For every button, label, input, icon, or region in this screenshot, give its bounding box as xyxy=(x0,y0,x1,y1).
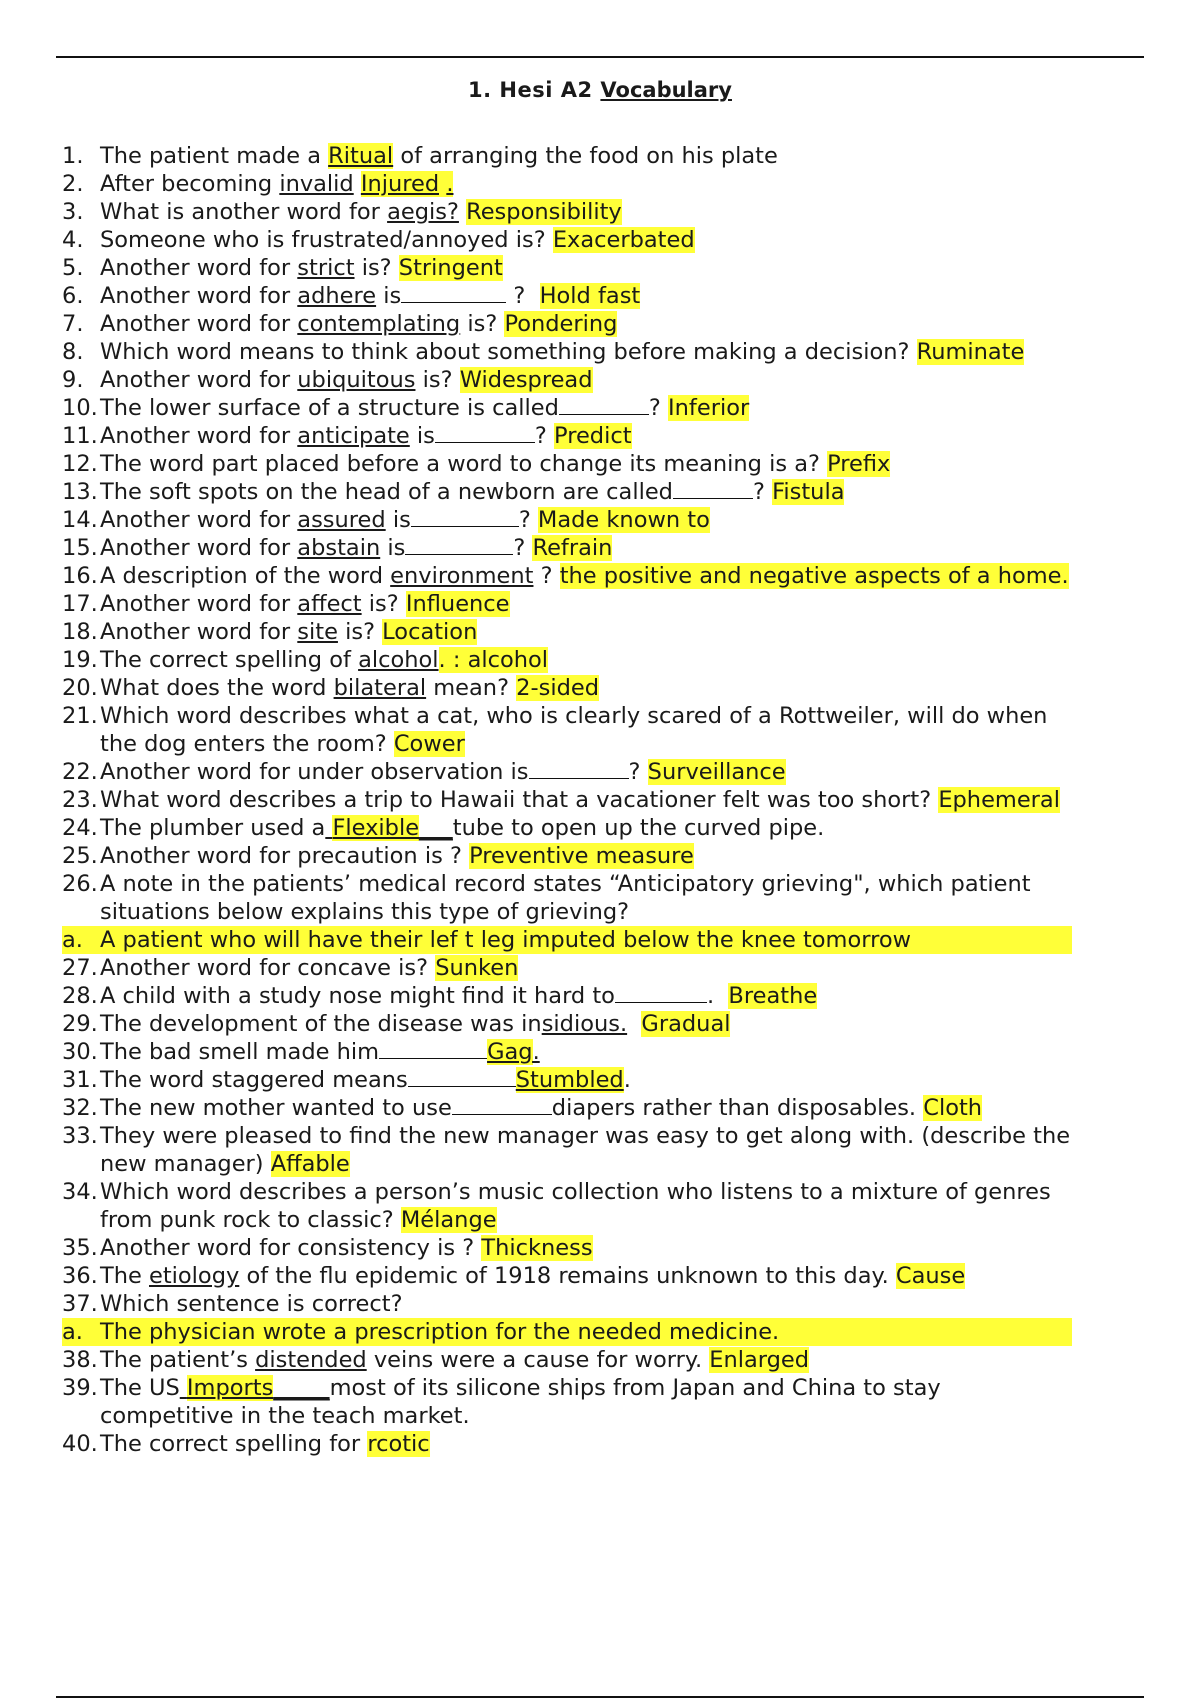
item-number: 26. xyxy=(62,871,98,897)
item-text: The development of the disease was in xyxy=(100,1011,542,1037)
underlined-term: aegis? xyxy=(387,199,459,225)
highlighted-answer: Cause xyxy=(895,1263,966,1289)
list-item xyxy=(62,562,1072,590)
item-text: Another word for precaution is ? xyxy=(100,843,470,869)
highlighted-answer: Gag xyxy=(487,1039,533,1065)
answer-blank xyxy=(615,982,707,1003)
item-text: Which word means to think about something before making a decision? xyxy=(100,339,917,365)
item-number: 20. xyxy=(62,675,98,701)
list-item xyxy=(62,1038,1072,1066)
item-number: 32. xyxy=(62,1095,98,1121)
item-number: 22. xyxy=(62,759,98,785)
underlined-term: adhere xyxy=(297,283,377,309)
item-text: Another word for xyxy=(100,619,298,645)
item-text: Another word for xyxy=(100,591,298,617)
highlighted-answer: Gradual xyxy=(641,1011,731,1037)
item-text: tube to open up the curved pipe. xyxy=(452,815,825,841)
highlighted-answer: Location xyxy=(382,619,478,645)
item-text: Another word for concave is? xyxy=(100,955,436,981)
item-number: 40. xyxy=(62,1431,98,1457)
item-text: is xyxy=(376,283,402,309)
highlighted-answer: Ritual xyxy=(328,143,394,169)
item-text: Another word for xyxy=(100,507,298,533)
item-text: The word part placed before a word to change its meaning is a? xyxy=(100,451,828,477)
highlighted-answer: Surveillance xyxy=(647,759,786,785)
item-number: 8. xyxy=(62,339,84,365)
top-rule xyxy=(56,56,1144,58)
highlighted-answer: Ephemeral xyxy=(938,787,1060,813)
list-item xyxy=(62,758,1072,786)
answer-blank xyxy=(401,282,506,303)
highlighted-answer: Responsibility xyxy=(466,199,622,225)
list-item xyxy=(62,1346,1072,1374)
list-item xyxy=(62,954,1072,982)
item-number: 21. xyxy=(62,703,98,729)
list-item xyxy=(62,450,1072,478)
list-item xyxy=(62,1178,1072,1234)
item-text: After becoming xyxy=(100,171,280,197)
list-item xyxy=(62,366,1072,394)
item-number: 17. xyxy=(62,591,98,617)
item-text: ? xyxy=(628,759,648,785)
item-number: 29. xyxy=(62,1011,98,1037)
item-text: mean? xyxy=(426,675,517,701)
item-text: Another word for xyxy=(100,367,298,393)
item-number: 7. xyxy=(62,311,84,337)
list-item xyxy=(62,282,1072,310)
item-number: 11. xyxy=(62,423,98,449)
highlighted-answer: Hold fast xyxy=(539,283,641,309)
highlighted-answer: Cower xyxy=(393,731,465,757)
item-text: of the flu epidemic of 1918 remains unknown to this day. xyxy=(239,1263,896,1289)
item-text: A child with a study nose might find it hard to xyxy=(100,983,615,1009)
highlighted-answer: rcotic xyxy=(367,1431,430,1457)
highlighted-answer: Injured xyxy=(360,171,440,197)
item-number: 14. xyxy=(62,507,98,533)
highlighted-answer: Influence xyxy=(405,591,510,617)
highlighted-answer: A patient who will have their lef t leg imputed below the knee tomorrow xyxy=(100,927,912,953)
list-item xyxy=(62,870,1072,926)
underlined-term: anticipate xyxy=(297,423,410,449)
underlined-term: affect xyxy=(297,591,362,617)
list-item xyxy=(62,226,1072,254)
highlighted-answer: . : alcohol xyxy=(438,647,549,673)
highlighted-answer: Stumbled xyxy=(515,1067,624,1093)
item-text: Another word for xyxy=(100,311,298,337)
list-item xyxy=(62,1430,1072,1458)
underlined-term: bilateral xyxy=(333,675,427,701)
list-item xyxy=(62,1290,1072,1318)
item-number: 25. xyxy=(62,843,98,869)
item-text: is? xyxy=(337,619,383,645)
list-item xyxy=(62,1262,1072,1290)
item-text: The plumber used a xyxy=(100,815,326,841)
item-text: Another word for xyxy=(100,283,298,309)
list-item xyxy=(62,786,1072,814)
answer-blank xyxy=(411,506,519,527)
highlighted-answer: Fistula xyxy=(772,479,845,505)
bottom-rule xyxy=(56,1696,1144,1698)
item-number: 38. xyxy=(62,1347,98,1373)
item-number: a. xyxy=(62,927,83,953)
answer-option xyxy=(62,926,1072,954)
list-item xyxy=(62,478,1072,506)
item-text: ? xyxy=(533,563,560,589)
item-number: 33. xyxy=(62,1123,98,1149)
item-text: is? xyxy=(361,591,406,617)
underlined-term: _____ xyxy=(273,1375,330,1401)
highlighted-answer: Mélange xyxy=(400,1207,497,1233)
item-number: 10. xyxy=(62,395,98,421)
item-text: Another word for xyxy=(100,255,298,281)
underlined-term: ___ xyxy=(419,815,453,841)
highlighted-answer: Stringent xyxy=(398,255,503,281)
highlighted-answer: Preventive measure xyxy=(469,843,694,869)
list-item xyxy=(62,814,1072,842)
item-text: is? xyxy=(460,311,505,337)
item-text: Another word for xyxy=(100,535,298,561)
item-number: 12. xyxy=(62,451,98,477)
list-item xyxy=(62,1122,1078,1178)
item-text: The patient’s xyxy=(100,1347,256,1373)
list-item xyxy=(62,674,1072,702)
item-text: veins were a cause for worry. xyxy=(366,1347,710,1373)
item-number: 36. xyxy=(62,1263,98,1289)
item-number: 6. xyxy=(62,283,84,309)
item-text: is xyxy=(380,535,406,561)
underlined-term: site xyxy=(297,619,338,645)
answer-blank xyxy=(529,758,629,779)
list-item xyxy=(62,506,1072,534)
list-item xyxy=(62,338,1072,366)
answer-blank xyxy=(435,422,535,443)
list-item xyxy=(62,1010,1072,1038)
item-text: What does the word xyxy=(100,675,334,701)
highlighted-answer: Inferior xyxy=(668,395,750,421)
underlined-term: contemplating xyxy=(297,311,461,337)
highlighted-answer: Prefix xyxy=(827,451,891,477)
item-text: The soft spots on the head of a newborn are called xyxy=(100,479,673,505)
item-number: a. xyxy=(62,1319,83,1345)
item-number: 27. xyxy=(62,955,98,981)
highlighted-answer: the positive and negative aspects of a home. xyxy=(559,563,1069,589)
highlighted-answer: Cloth xyxy=(923,1095,983,1121)
answer-blank xyxy=(673,478,753,499)
vocabulary-list xyxy=(62,142,1078,1458)
item-text: The correct spelling for xyxy=(100,1431,368,1457)
underlined-term: assured xyxy=(297,507,386,533)
highlighted-answer: Enlarged xyxy=(709,1347,810,1373)
item-text: Which word describes a person’s music collection who listens to a mixture of genres from punk rock to classic? xyxy=(100,1179,1058,1233)
item-text: The correct spelling of xyxy=(100,647,359,673)
item-text: A description of the word xyxy=(100,563,391,589)
highlighted-answer: Predict xyxy=(554,423,632,449)
item-text: What word describes a trip to Hawaii that a vacationer felt was too short? xyxy=(100,787,939,813)
list-item xyxy=(62,842,1072,870)
highlighted-answer: 2-sided xyxy=(516,675,599,701)
item-number: 34. xyxy=(62,1179,98,1205)
item-text: is? xyxy=(354,255,399,281)
answer-option xyxy=(62,1318,1072,1346)
item-text: The US xyxy=(100,1375,180,1401)
item-number: 23. xyxy=(62,787,98,813)
item-number: 5. xyxy=(62,255,84,281)
item-text: is xyxy=(409,423,435,449)
item-text: Which sentence is correct? xyxy=(100,1291,403,1317)
item-text: A note in the patients’ medical record states “Anticipatory grieving", which patient situations below explains this type of grieving? xyxy=(100,871,1038,925)
list-item xyxy=(62,142,1072,170)
underlined-term: . xyxy=(532,1039,540,1065)
list-item xyxy=(62,646,1072,674)
item-text: ? xyxy=(648,395,669,421)
highlighted-answer: Exacerbated xyxy=(552,227,695,253)
item-text: The lower surface of a structure is called xyxy=(100,395,559,421)
item-text xyxy=(627,1011,641,1037)
item-text: ? xyxy=(518,507,538,533)
item-text: The patient made a xyxy=(100,143,329,169)
list-item xyxy=(62,618,1072,646)
item-number: 28. xyxy=(62,983,98,1009)
item-text: of arranging the food on his plate xyxy=(393,143,778,169)
item-text: is xyxy=(385,507,411,533)
highlighted-answer: Ruminate xyxy=(916,339,1025,365)
highlighted-answer: Breathe xyxy=(728,983,818,1009)
item-number: 9. xyxy=(62,367,84,393)
underlined-term: invalid xyxy=(279,171,354,197)
item-text: . xyxy=(706,983,729,1009)
item-text: The new mother wanted to use xyxy=(100,1095,452,1121)
list-item xyxy=(62,422,1072,450)
underlined-term: ubiquitous xyxy=(297,367,416,393)
list-item xyxy=(62,170,1072,198)
item-number: 18. xyxy=(62,619,98,645)
item-text: What is another word for xyxy=(100,199,388,225)
title-prefix: 1. Hesi A2 xyxy=(468,78,593,102)
underlined-term: etiology xyxy=(149,1263,240,1289)
item-number: 35. xyxy=(62,1235,98,1261)
highlighted-answer: The physician wrote a prescription for the needed medicine. xyxy=(100,1319,780,1345)
highlighted-answer: Pondering xyxy=(504,311,618,337)
item-number: 37. xyxy=(62,1291,98,1317)
answer-blank xyxy=(408,1066,516,1087)
item-number: 4. xyxy=(62,227,84,253)
item-number: 16. xyxy=(62,563,98,589)
list-item xyxy=(62,1234,1072,1262)
answer-blank xyxy=(452,1094,552,1115)
item-number: 3. xyxy=(62,199,84,225)
item-number: 13. xyxy=(62,479,98,505)
item-number: 31. xyxy=(62,1067,98,1093)
item-text: . xyxy=(623,1067,631,1093)
item-text: Someone who is frustrated/annoyed is? xyxy=(100,227,553,253)
item-text: ? xyxy=(752,479,773,505)
underlined-term: alcohol xyxy=(358,647,439,673)
item-text: Another word for xyxy=(100,423,298,449)
highlighted-answer: Thickness xyxy=(481,1235,593,1261)
highlighted-answer: Widespread xyxy=(459,367,593,393)
underlined-term: environment xyxy=(390,563,534,589)
underlined-term xyxy=(180,1375,187,1401)
item-text: is? xyxy=(415,367,460,393)
item-number: 1. xyxy=(62,143,84,169)
item-number: 24. xyxy=(62,815,98,841)
list-item xyxy=(62,1094,1072,1122)
answer-blank xyxy=(405,534,513,555)
highlighted-answer: Flexible xyxy=(332,815,420,841)
item-text: Another word for under observation is xyxy=(100,759,529,785)
item-text: ? xyxy=(534,423,555,449)
highlighted-answer: Sunken xyxy=(435,955,519,981)
item-text: They were pleased to find the new manager was easy to get along with. (describe the new manager) xyxy=(100,1123,1078,1177)
document-title xyxy=(0,78,1200,102)
title-underlined: Vocabulary xyxy=(600,78,732,102)
highlighted-answer: Affable xyxy=(270,1151,350,1177)
list-item xyxy=(62,534,1072,562)
item-text: Another word for consistency is ? xyxy=(100,1235,482,1261)
answer-blank xyxy=(379,1038,487,1059)
item-number: 39. xyxy=(62,1375,98,1401)
item-number: 15. xyxy=(62,535,98,561)
item-number: 19. xyxy=(62,647,98,673)
underlined-term: abstain xyxy=(297,535,381,561)
list-item xyxy=(62,982,1072,1010)
highlighted-answer: Made known to xyxy=(537,507,710,533)
list-item xyxy=(62,702,1072,758)
list-item xyxy=(62,590,1072,618)
list-item xyxy=(62,394,1072,422)
list-item xyxy=(62,198,1072,226)
answer-blank xyxy=(559,394,649,415)
item-text xyxy=(354,171,361,197)
highlighted-answer: Refrain xyxy=(532,535,613,561)
item-text: most of its silicone ships from Japan and China to stay competitive in the teach market. xyxy=(100,1375,948,1429)
item-number: 30. xyxy=(62,1039,98,1065)
item-text: Which word describes what a cat, who is clearly scared of a Rottweiler, will do when the dog enters the room? xyxy=(100,703,1055,757)
list-item xyxy=(62,1374,1072,1430)
item-text: ? xyxy=(513,535,533,561)
item-text: The xyxy=(100,1263,149,1289)
underlined-term: distended xyxy=(255,1347,367,1373)
list-item xyxy=(62,310,1072,338)
underlined-term: strict xyxy=(297,255,355,281)
item-number: 2. xyxy=(62,171,84,197)
item-text: ? xyxy=(506,283,540,309)
list-item xyxy=(62,254,1072,282)
list-item xyxy=(62,1066,1072,1094)
item-text: The bad smell made him xyxy=(100,1039,380,1065)
highlighted-answer: . xyxy=(446,171,454,197)
underlined-term: sidious. xyxy=(541,1011,628,1037)
highlighted-answer: Imports xyxy=(186,1375,274,1401)
item-text: The word staggered means xyxy=(100,1067,408,1093)
item-text: diapers rather than disposables. xyxy=(551,1095,924,1121)
